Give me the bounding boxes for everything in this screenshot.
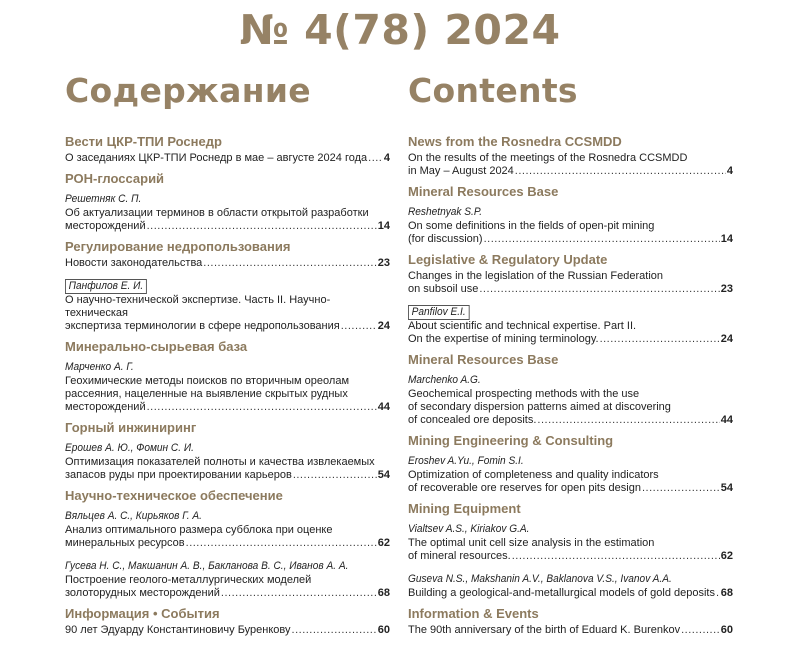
entry-author: Reshetnyak S.P.: [408, 206, 483, 218]
section-title: Legislative & Regulatory Update: [408, 252, 608, 267]
page-number: 24: [377, 320, 390, 332]
page-number: 24: [720, 333, 733, 345]
section-title: Mining Engineering & Consulting: [408, 433, 614, 448]
dot-leader: [537, 414, 719, 427]
entry-title-line: The optimal unit cell size analysis in the estimation: [408, 537, 655, 549]
entry-title-line: Changes in the legislation of the Russian Federation: [408, 270, 663, 282]
entry-last-line: [408, 482, 733, 495]
toc-section: [408, 252, 733, 346]
toc-section: [408, 501, 733, 600]
toc-section: [65, 239, 390, 333]
toc-entry[interactable]: [65, 357, 390, 414]
toc-section: [65, 420, 390, 482]
entry-author: Panfilov E.I.: [408, 305, 469, 320]
dot-leader: [203, 257, 376, 270]
section-title: Mining Equipment: [408, 501, 521, 516]
entry-title-line: of secondary dispersion patterns aimed at discovering: [408, 401, 671, 413]
toc-section: [408, 433, 733, 495]
entry-title-line: Построение геолого-металлургических моделей: [65, 574, 312, 586]
dot-leader: [512, 550, 720, 563]
entry-author: Гусева Н. С., Макшанин А. В., Бакланова В. С., Иванов А. А.: [65, 560, 349, 572]
entry-title-line: On the expertise of mining terminology.: [408, 333, 599, 345]
entry-title-line: of concealed ore deposits.: [408, 414, 537, 426]
section-title: Вести ЦКР-ТПИ Роснедр: [65, 134, 222, 149]
issue-number: № 4(78) 2024: [239, 6, 561, 54]
toc-section: [408, 184, 733, 246]
entry-title-line: О заседаниях ЦКР-ТПИ Роснедр в мае – августе 2024 года: [65, 152, 368, 164]
entry-title-line: on subsoil use: [408, 283, 479, 295]
toc-entry[interactable]: [408, 519, 733, 563]
section-title: Минерально-сырьевая база: [65, 339, 248, 354]
toc-entry[interactable]: [65, 556, 390, 600]
toc-entry[interactable]: [408, 569, 733, 600]
toc-entry[interactable]: [408, 370, 733, 427]
entry-title-line: месторождений: [65, 220, 146, 232]
entry-last-line: [408, 333, 733, 346]
section-title: Научно-техническое обеспечение: [65, 488, 283, 503]
section-title: Information & Events: [408, 606, 539, 621]
entry-author: Решетняк С. П.: [65, 193, 142, 205]
section-title: Горный инжиниринг: [65, 420, 197, 435]
entry-title-line: in May – August 2024: [408, 165, 514, 177]
entry-title-line: Об актуализации терминов в области открытой разработки: [65, 207, 369, 219]
toc-entry[interactable]: [65, 152, 390, 165]
toc-section: [65, 606, 390, 637]
page-number: 62: [720, 550, 733, 562]
entry-title-line: About scientific and technical expertise. Part II.: [408, 320, 637, 332]
entry-author: Marchenko A.G.: [408, 374, 481, 386]
page-number: 4: [383, 152, 390, 164]
entry-last-line: [65, 220, 390, 233]
entry-last-line: [65, 401, 390, 414]
entry-author: Ерошев А. Ю., Фомин С. И.: [65, 442, 194, 454]
section-title: News from the Rosnedra CCSMDD: [408, 134, 622, 149]
toc-entry[interactable]: [408, 270, 733, 296]
page-number: 54: [377, 469, 390, 481]
entry-title-line: запасов руды при проектировании карьеров: [65, 469, 292, 481]
dot-leader: [484, 233, 720, 246]
page-number: 62: [377, 537, 390, 549]
toc-section: [408, 134, 733, 178]
entry-author: Guseva N.S., Makshanin A.V., Baklanova V.S., Ivanov A.A.: [408, 573, 672, 585]
contents-column-english: [408, 70, 733, 643]
entry-last-line: [65, 624, 390, 637]
entry-last-line: [65, 537, 390, 550]
page-number: 4: [726, 165, 733, 177]
contents-heading-russian: Содержание: [65, 71, 311, 110]
section-title: Mineral Resources Base: [408, 352, 559, 367]
page-number: 60: [377, 624, 390, 636]
entry-last-line: [408, 233, 733, 246]
entry-title-line: of mineral resources.: [408, 550, 511, 562]
page-number: 14: [377, 220, 390, 232]
toc-section: [408, 606, 733, 637]
entry-title-line: The 90th anniversary of the birth of Eduard K. Burenkov: [408, 624, 681, 636]
page-number: 14: [720, 233, 733, 245]
page-number: 54: [720, 482, 733, 494]
section-list: [408, 134, 733, 637]
toc-section: [65, 488, 390, 600]
dot-leader: [600, 333, 720, 346]
dot-leader: [186, 537, 377, 550]
page-number: 68: [720, 587, 733, 599]
entry-last-line: [65, 587, 390, 600]
toc-entry[interactable]: [65, 257, 390, 270]
page-number: 44: [377, 401, 390, 413]
entry-title-line: экспертиза терминологии в сфере недропользования: [65, 320, 340, 332]
page-number: 60: [720, 624, 733, 636]
dot-leader: [515, 165, 726, 178]
section-title: Регулирование недропользования: [65, 239, 291, 254]
toc-section: [65, 134, 390, 165]
dot-leader: [681, 624, 720, 637]
entry-title-line: Оптимизация показателей полноты и качества извлекаемых: [65, 456, 375, 468]
toc-entry[interactable]: [65, 438, 390, 482]
entry-last-line: [408, 587, 733, 600]
toc-entry[interactable]: [408, 302, 733, 346]
entry-title-line: 90 лет Эдуарду Константиновичу Буренкову: [65, 624, 291, 636]
toc-entry[interactable]: [408, 152, 733, 178]
entry-last-line: [65, 152, 390, 165]
section-list: [65, 134, 390, 637]
entry-title-line: Новости законодательства: [65, 257, 203, 269]
entry-last-line: [408, 283, 733, 296]
entry-title-line: золоторудных месторождений: [65, 587, 220, 599]
contents-column-russian: [65, 70, 390, 643]
entry-last-line: [65, 469, 390, 482]
dot-leader: [292, 624, 377, 637]
page-number: 44: [720, 414, 733, 426]
dot-leader: [479, 283, 719, 296]
entry-last-line: [408, 550, 733, 563]
dot-leader: [147, 220, 377, 233]
entry-title-line: Геохимические методы поисков по вторичным ореолам: [65, 375, 350, 387]
contents-heading-english: Contents: [408, 71, 578, 110]
entry-last-line: [408, 414, 733, 427]
toc-entry[interactable]: [65, 624, 390, 637]
entry-last-line: [408, 165, 733, 178]
section-title: Информация • События: [65, 606, 220, 621]
entry-author: Марченко А. Г.: [65, 361, 134, 373]
dot-leader: [341, 320, 377, 333]
entry-title-line: (for discussion): [408, 233, 483, 245]
entry-title-line: On some definitions in the fields of open-pit mining: [408, 220, 655, 232]
page-number: 68: [377, 587, 390, 599]
toc-entry[interactable]: [408, 624, 733, 637]
section-title: Mineral Resources Base: [408, 184, 559, 199]
dot-leader: [642, 482, 720, 495]
toc-entry[interactable]: [65, 276, 390, 333]
entry-title-line: рассеяния, нацеленные на выявление скрытых рудных: [65, 388, 348, 400]
page-number: 23: [377, 257, 390, 269]
toc-entry[interactable]: [65, 506, 390, 550]
toc-section: [65, 339, 390, 414]
entry-title-line: On the results of the meetings of the Rosnedra CCSMDD: [408, 152, 688, 164]
entry-last-line: [408, 624, 733, 637]
entry-author: Vialtsev A.S., Kiriakov G.A.: [408, 523, 530, 535]
entry-last-line: [65, 257, 390, 270]
entry-title-line: месторождений: [65, 401, 146, 413]
entry-title-line: Geochemical prospecting methods with the use: [408, 388, 640, 400]
toc-entry[interactable]: [408, 202, 733, 246]
section-title: РОН-глоссарий: [65, 171, 165, 186]
entry-title-line: Анализ оптимального размера субблока при оценке: [65, 524, 333, 536]
toc-entry[interactable]: [408, 451, 733, 495]
entry-title-line: Optimization of completeness and quality indicators: [408, 469, 659, 481]
page-number: 23: [720, 283, 733, 295]
toc-entry[interactable]: [65, 189, 390, 233]
entry-author: Вяльцев А. С., Кирьяков Г. А.: [65, 510, 202, 522]
entry-title-line: Building a geological-and-metallurgical models of gold deposits: [408, 587, 715, 599]
dot-leader: [293, 469, 377, 482]
entry-last-line: [65, 320, 390, 333]
entry-title-line: О научно-технической экспертизе. Часть II. Научно-техническая: [65, 294, 331, 319]
dot-leader: [368, 152, 383, 165]
entry-title-line: минеральных ресурсов: [65, 537, 185, 549]
dot-leader: [716, 587, 720, 600]
dot-leader: [221, 587, 377, 600]
entry-title-line: of recoverable ore reserves for open pits design: [408, 482, 641, 494]
entry-author: Панфилов Е. И.: [65, 279, 147, 294]
toc-section: [408, 352, 733, 427]
entry-author: Eroshev A.Yu., Fomin S.I.: [408, 455, 524, 467]
dot-leader: [147, 401, 377, 414]
toc-section: [65, 171, 390, 233]
